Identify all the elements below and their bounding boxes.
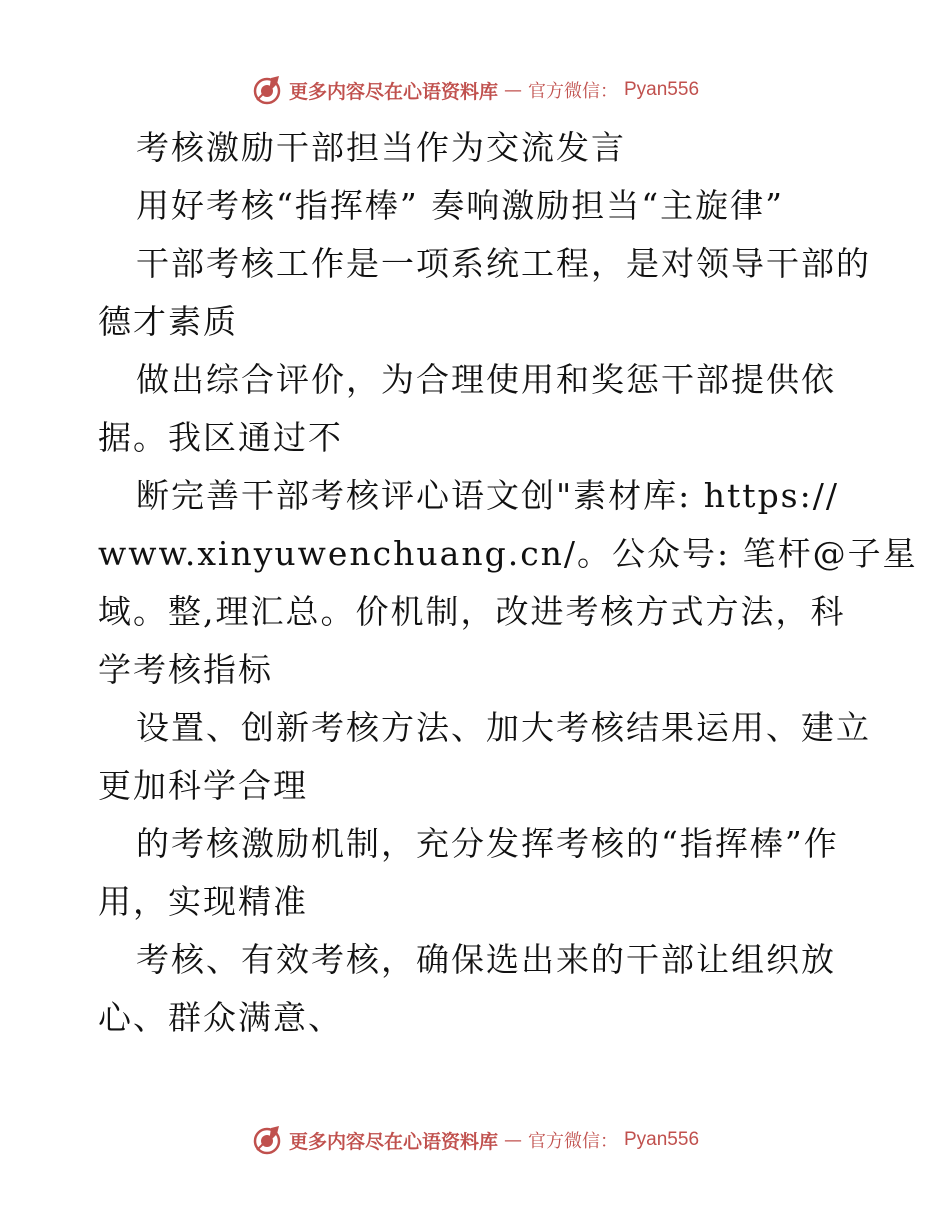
banner-brand-text: 更多内容尽在心语资料库: [288, 80, 498, 103]
doc-line: 设置、创新考核方法、加大考核结果运用、建立: [136, 708, 871, 747]
doc-line: 据。我区通过不: [98, 418, 343, 457]
doc-line: 干部考核工作是一项系统工程，是对领导干部的: [136, 244, 871, 283]
doc-line: www.xinyuwenchuang.cn/。公众号: 笔杆@子星: [98, 534, 918, 573]
pen-nib-logo-icon: [251, 1124, 283, 1156]
doc-line: 更加科学合理: [98, 766, 308, 805]
banner-dash: —: [504, 1129, 522, 1151]
header-banner: [0, 70, 950, 110]
doc-line: 做出综合评价，为合理使用和奖惩干部提供依: [136, 360, 836, 399]
banner-wechat-id: Pyan556: [624, 79, 700, 100]
doc-line: 域。整,理汇总。价机制，改进考核方式方法，科: [98, 592, 846, 631]
doc-title: 考核激励干部担当作为交流发言: [136, 128, 626, 167]
banner-wechat-id: Pyan556: [624, 1129, 700, 1150]
pen-nib-logo-icon: [251, 74, 283, 106]
doc-line: 学考核指标: [98, 650, 273, 689]
doc-line: 断完善干部考核评心语文创"素材库: https://: [136, 476, 839, 515]
banner-wechat-label: 官方微信：: [528, 1131, 618, 1152]
doc-line: 德才素质: [98, 302, 238, 341]
banner-brand-text: 更多内容尽在心语资料库: [288, 1130, 498, 1153]
banner-dash: —: [504, 79, 522, 101]
doc-line: 的考核激励机制，充分发挥考核的“指挥棒”作: [136, 824, 839, 863]
doc-subtitle: 用好考核“指挥棒” 奏响激励担当“主旋律”: [136, 186, 784, 225]
doc-line: 用，实现精准: [98, 882, 308, 921]
banner-wechat-label: 官方微信：: [528, 81, 618, 102]
footer-banner: [0, 1120, 950, 1160]
doc-line: 心、群众满意、: [98, 998, 343, 1037]
doc-line: 考核、有效考核，确保选出来的干部让组织放: [136, 940, 836, 979]
